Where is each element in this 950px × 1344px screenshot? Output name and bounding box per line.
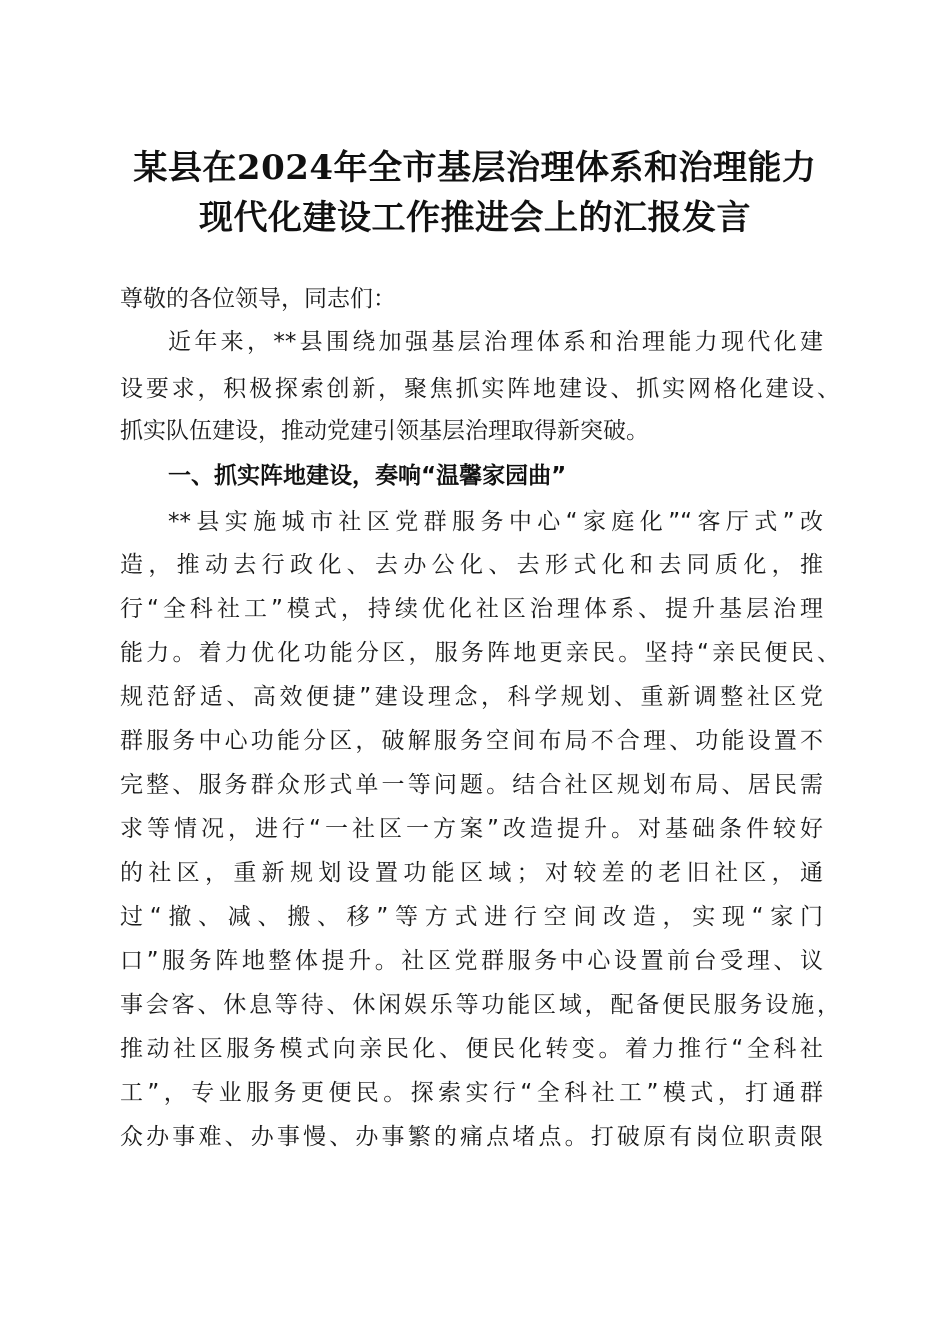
- intro-line-2: 设要求，积极探索创新，聚焦抓实阵地建设、抓实网格化建设、: [120, 376, 840, 402]
- body-line-1: **县实施城市社区党群服务中心“家庭化”“客厅式”改: [168, 509, 823, 535]
- body-line-2: 造，推动去行政化、去办公化、去形式化和去同质化，推: [120, 552, 823, 578]
- intro-line-1: 近年来，**县围绕加强基层治理体系和治理能力现代化建: [168, 329, 823, 355]
- body-line-12: 事会客、休息等待、休闲娱乐等功能区域，配备便民服务设施，: [120, 992, 840, 1018]
- section-heading: 一、抓实阵地建设，奏响“温馨家园曲”: [168, 463, 567, 489]
- body-line-14: 工”，专业服务更便民。探索实行“全科社工”模式，打通群: [120, 1080, 823, 1106]
- salutation: 尊敬的各位领导，同志们：: [120, 286, 396, 312]
- document-title-line-2: 现代化建设工作推进会上的汇报发言: [199, 198, 751, 238]
- document-title-line-1: 某县在2024年全市基层治理体系和治理能力: [133, 148, 817, 188]
- body-line-9: 的社区，重新规划设置功能区域；对较差的老旧社区，通: [120, 860, 823, 886]
- body-line-4: 能力。着力优化功能分区，服务阵地更亲民。坚持“亲民便民、: [120, 640, 840, 666]
- body-line-7: 完整、服务群众形式单一等问题。结合社区规划布局、居民需: [120, 772, 823, 798]
- intro-line-3: 抓实队伍建设，推动党建引领基层治理取得新突破。: [120, 418, 649, 444]
- body-line-10: 过“撤、减、搬、移”等方式进行空间改造，实现“家门: [120, 904, 823, 930]
- body-line-3: 行“全科社工”模式，持续优化社区治理体系、提升基层治理: [120, 596, 823, 622]
- body-line-8: 求等情况，进行“一社区一方案”改造提升。对基础条件较好: [120, 816, 823, 842]
- body-line-13: 推动社区服务模式向亲民化、便民化转变。着力推行“全科社: [120, 1036, 823, 1062]
- body-line-11: 口”服务阵地整体提升。社区党群服务中心设置前台受理、议: [120, 948, 823, 974]
- body-line-6: 群服务中心功能分区，破解服务空间布局不合理、功能设置不: [120, 728, 823, 754]
- body-line-5: 规范舒适、高效便捷”建设理念，科学规划、重新调整社区党: [120, 684, 823, 710]
- body-line-15: 众办事难、办事慢、办事繁的痛点堵点。打破原有岗位职责限: [120, 1124, 823, 1150]
